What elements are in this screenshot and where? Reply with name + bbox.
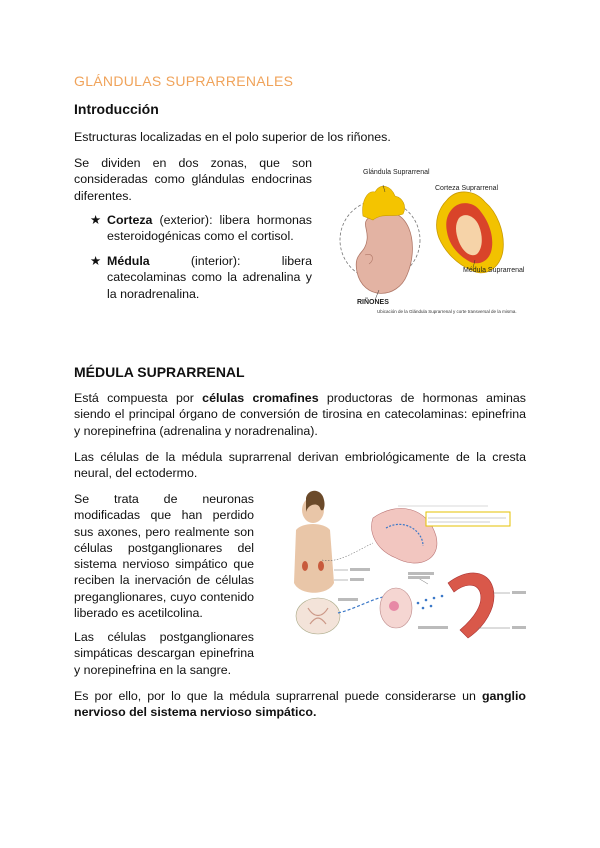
figure1-caption: Ubicación de la Glándula Suprarrenal y corte transversal de la misma. [377, 309, 517, 314]
paragraph-neuronas: Se trata de neuronas modificadas que han perdido sus axones, pero realmente son células postganglionares del sistema nervioso simpático que reciben la inervación de células preganglionares, cuyo contenido liberado es acetilcolina. [74, 492, 254, 621]
paragraph-postganglionares: Las células postganglionares simpáticas descargan epinefrina y norepinefrina en la sangre. [74, 630, 254, 677]
highlight-box [426, 512, 510, 526]
sympathetic-innervation-figure [278, 488, 528, 648]
catecholamine-dots [417, 595, 444, 610]
paragraph-embriologia: Las células de la médula suprarrenal derivan embriológicamente de la cresta neural, del ectodermo. [74, 450, 526, 481]
paragraph-ganglio [74, 688, 526, 721]
bullet-text: (interior): libera catecolaminas como la adrenalina y la noradrenalina. [107, 254, 312, 301]
star-icon: ★ [90, 254, 102, 268]
bullet-term: Corteza [107, 213, 153, 227]
subtitle-introduccion: Introducción [74, 101, 159, 117]
bullet-medula [90, 253, 312, 302]
bold-term: ganglio nervioso del sistema nervioso simpático. [74, 689, 526, 720]
bullet-term: Médula [107, 254, 150, 268]
bullet-text: (exterior): libera hormonas esteroidogénicas como el cortisol. [107, 213, 312, 244]
bullet-corteza [90, 212, 312, 245]
gland-cap-shape [363, 186, 405, 220]
section-title-glandulas: GLÁNDULAS SUPRARRENALES [74, 73, 294, 89]
kidney-shape [356, 212, 412, 293]
text-run: Es por ello, por lo que la médula suprarrenal puede considerarse un [74, 689, 482, 703]
label-kidney: RIÑONES [357, 299, 389, 306]
label-gland: Glándula Suprarrenal [363, 169, 430, 176]
intro-paragraph: Estructuras localizadas en el polo superior de los riñones. [74, 130, 391, 144]
text-run: Está compuesta por [74, 391, 203, 405]
text-run: productoras de hormonas aminas siendo el principal órgano de conversión de tirosina en catecolaminas: epinefrina y norepinefrina (adrenalina y noradrenalina). [74, 391, 526, 438]
star-icon: ★ [90, 213, 102, 227]
torso-shape [294, 524, 334, 593]
label-placeholders [338, 568, 526, 629]
label-cortex: Corteza Suprarrenal [435, 185, 499, 192]
paragraph-cromafines [74, 390, 526, 439]
zones-paragraph: Se dividen en dos zonas, que son consideradas como glándulas endocrinas diferentes. [74, 156, 312, 203]
adrenal-gland-figure [335, 160, 525, 330]
section-title-medula: MÉDULA SUPRARRENAL [74, 364, 245, 380]
bold-term: células cromafines [202, 391, 319, 405]
label-medulla: Médula Suprarrenal [463, 267, 525, 274]
